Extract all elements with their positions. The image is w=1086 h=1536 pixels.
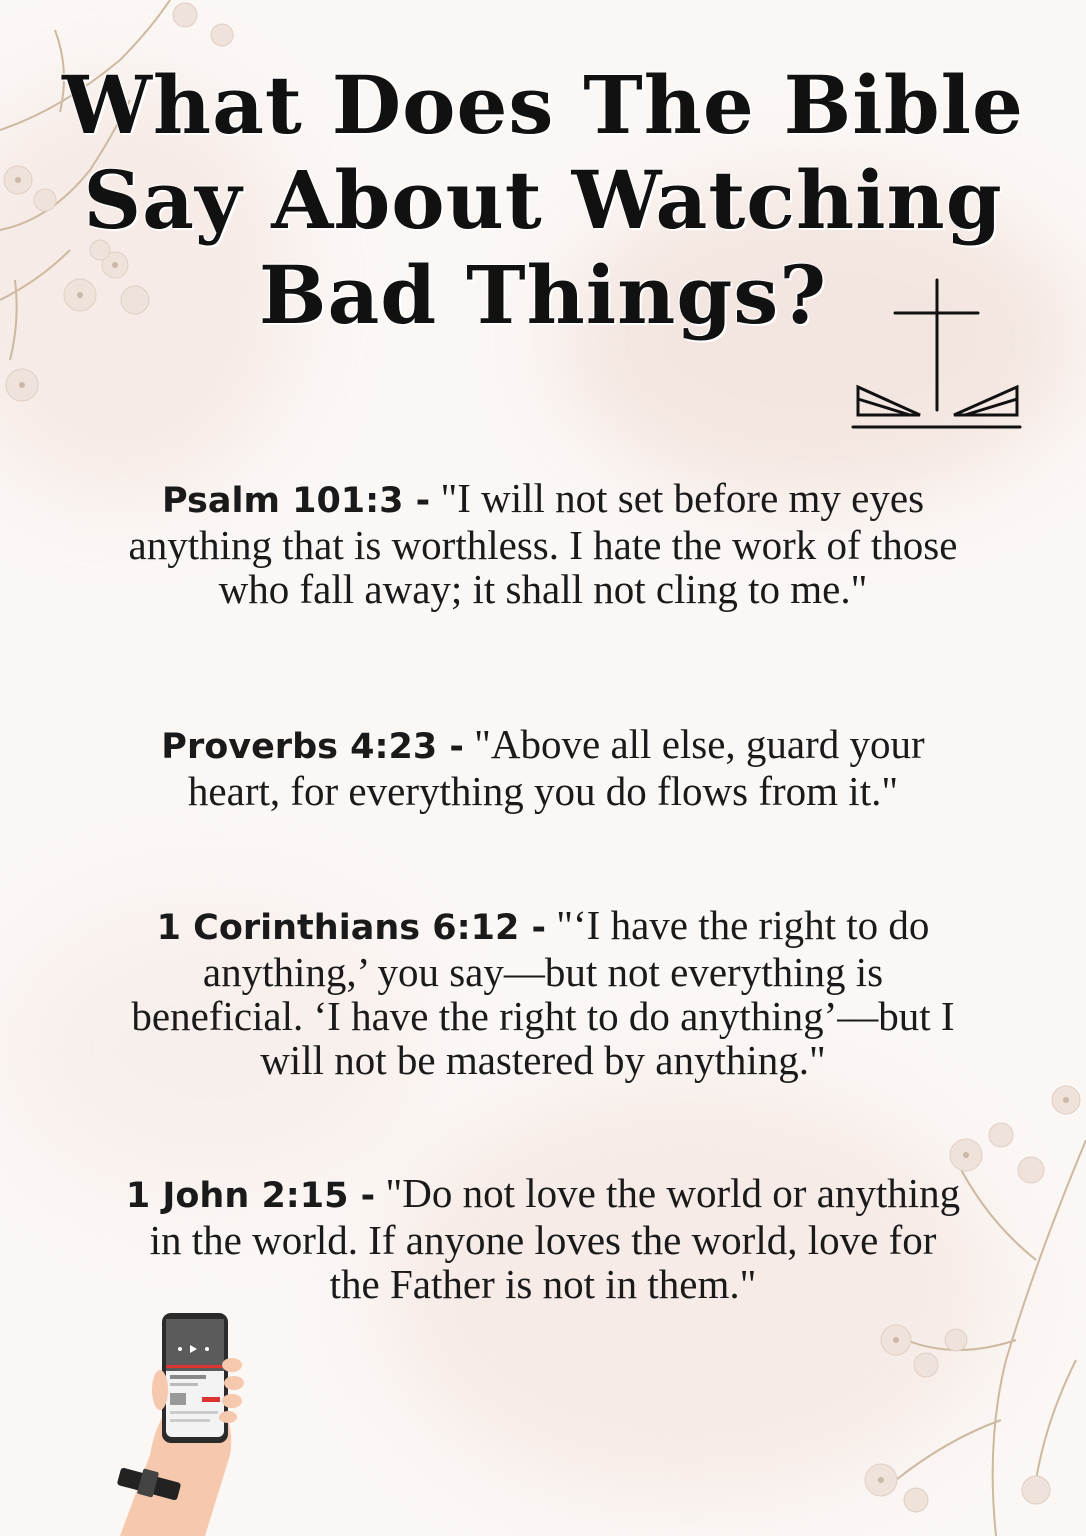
verse-john [120,1171,966,1306]
title-line-2: Say About Watching [83,153,1003,247]
cross-bible-icon [850,275,1025,435]
verse-text: "Above all else, guard your heart, for everything you do flows from it." [187,721,925,814]
verse-corinthians [120,903,966,1082]
verse-reference: 1 Corinthians 6:12 - [156,908,547,948]
title-line-3: Bad Things? [258,248,828,342]
verse-psalm [120,476,966,611]
verse-text: "Do not love the world or anything in the world. If anyone loves the world, love for the Father is not in them." [149,1170,961,1307]
verse-reference: Psalm 101:3 - [161,481,431,521]
verse-proverbs [120,722,966,813]
verse-reference: Proverbs 4:23 - [161,727,464,767]
hand-phone-illustration [110,1305,260,1536]
title-line-1: What Does The Bible [62,58,1024,152]
verse-text: "‘I have the right to do anything,’ you say—but not everything is beneficial. ‘I have the right to do anything’—but I will not be mastered by anything." [131,902,955,1083]
verse-text: "I will not set before my eyes anything that is worthless. I hate the work of those who fall away; it shall not cling to me." [128,475,958,612]
verse-reference: 1 John 2:15 - [125,1176,376,1216]
